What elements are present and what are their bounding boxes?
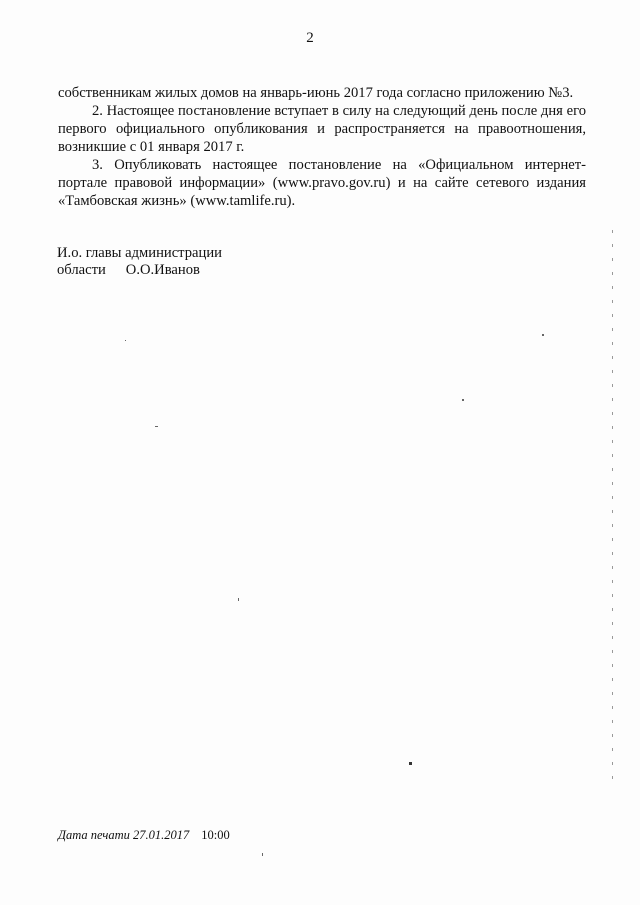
signature-block bbox=[57, 245, 222, 279]
scan-speck bbox=[462, 399, 464, 401]
paragraph-continuation: собственникам жилых домов на январь-июнь 2017 года согласно приложению №3. bbox=[58, 85, 574, 101]
print-time: 10:00 bbox=[201, 828, 230, 842]
signature-position-line1: И.о. главы администрации bbox=[57, 245, 222, 261]
paragraph-item-2: 2. Настоящее постановление вступает в силу на следующий день после дня его первого официального опубликования и распространяется на правоотношения, возникшие с 01 января 2017 г. bbox=[58, 103, 586, 155]
scan-speck bbox=[238, 598, 239, 601]
document-body bbox=[58, 84, 586, 210]
scan-speck bbox=[409, 762, 412, 765]
page-number: 2 bbox=[306, 30, 314, 46]
scan-speck bbox=[155, 426, 158, 427]
signature-name: О.О.Иванов bbox=[125, 262, 200, 278]
print-date-label: Дата печати 27.01.2017 bbox=[58, 828, 190, 842]
scan-speck bbox=[542, 334, 544, 336]
signature-position-line2: области bbox=[57, 262, 106, 278]
signature-row bbox=[57, 262, 222, 279]
print-date bbox=[58, 828, 230, 843]
paragraph-item-3: 3. Опубликовать настоящее постановление на «Официальном интернет-портале правовой информации» (www.pravo.gov.ru) и на сайте сетевого издания «Тамбовская жизнь» (www.tamlife.ru). bbox=[58, 157, 586, 209]
scan-edge-artifact bbox=[612, 230, 613, 790]
scan-speck bbox=[262, 853, 263, 856]
scan-speck bbox=[125, 340, 126, 341]
